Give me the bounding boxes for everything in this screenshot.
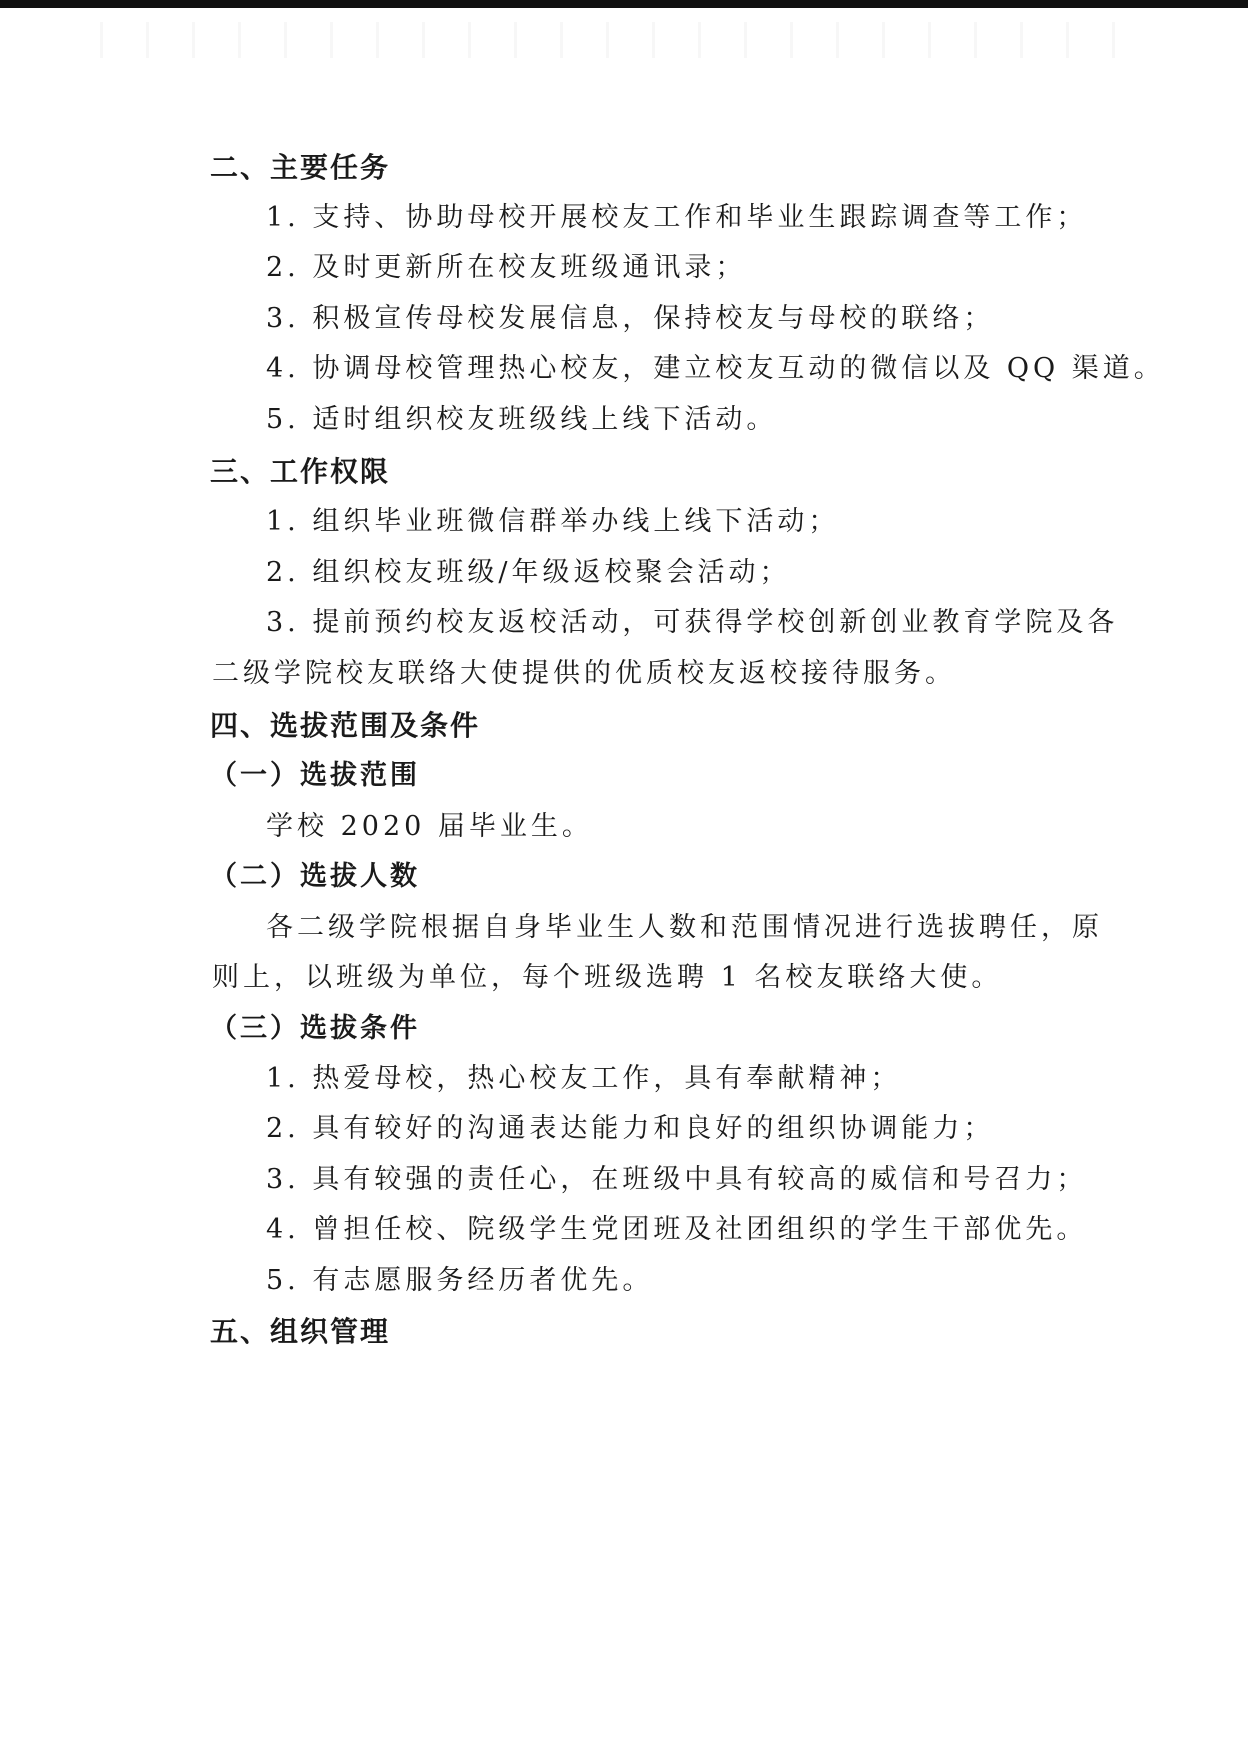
task-item-2: 2. 及时更新所在校友班级通讯录； — [266, 252, 747, 283]
authority-item-1: 1. 组织毕业班微信群举办线上线下活动； — [266, 506, 840, 537]
task-item-4: 4. 协调母校管理热心校友，建立校友互动的微信以及 QQ 渠道。 — [266, 353, 1165, 384]
task-item-5: 5. 适时组织校友班级线上线下活动。 — [266, 404, 778, 435]
selection-count-text-line1: 各二级学院根据自身毕业生人数和范围情况进行选拔聘任，原 — [266, 912, 1103, 943]
task-item-1: 1. 支持、协助母校开展校友工作和毕业生跟踪调查等工作； — [266, 202, 1088, 233]
selection-count-text-line2: 则上，以班级为单位，每个班级选聘 1 名校友联络大使。 — [212, 962, 1003, 993]
condition-item-2: 2. 具有较好的沟通表达能力和良好的组织协调能力； — [266, 1113, 995, 1144]
condition-item-3: 3. 具有较强的责任心，在班级中具有较高的威信和号召力； — [266, 1164, 1088, 1195]
subheading-selection-conditions: （三）选拔条件 — [210, 1013, 420, 1044]
authority-item-3: 3. 提前预约校友返校活动，可获得学校创新创业教育学院及各 — [266, 607, 1119, 638]
subheading-selection-scope: （一）选拔范围 — [210, 760, 420, 791]
subheading-selection-count: （二）选拔人数 — [210, 861, 420, 892]
condition-item-4: 4. 曾担任校、院级学生党团班及社团组织的学生干部优先。 — [266, 1214, 1088, 1245]
authority-item-2: 2. 组织校友班级/年级返校聚会活动； — [266, 557, 791, 588]
authority-item-3-continued: 二级学院校友联络大使提供的优质校友返校接待服务。 — [212, 658, 956, 689]
section-heading-selection: 四、选拔范围及条件 — [210, 709, 481, 742]
section-heading-main-tasks: 二、主要任务 — [210, 151, 391, 184]
section-heading-organization: 五、组织管理 — [210, 1315, 391, 1348]
condition-item-1: 1. 热爱母校，热心校友工作，具有奉献精神； — [266, 1063, 902, 1094]
section-heading-work-authority: 三、工作权限 — [210, 455, 391, 488]
selection-scope-text: 学校 2020 届毕业生。 — [266, 811, 593, 842]
condition-item-5: 5. 有志愿服务经历者优先。 — [266, 1265, 654, 1296]
task-item-3: 3. 积极宣传母校发展信息，保持校友与母校的联络； — [266, 303, 995, 334]
